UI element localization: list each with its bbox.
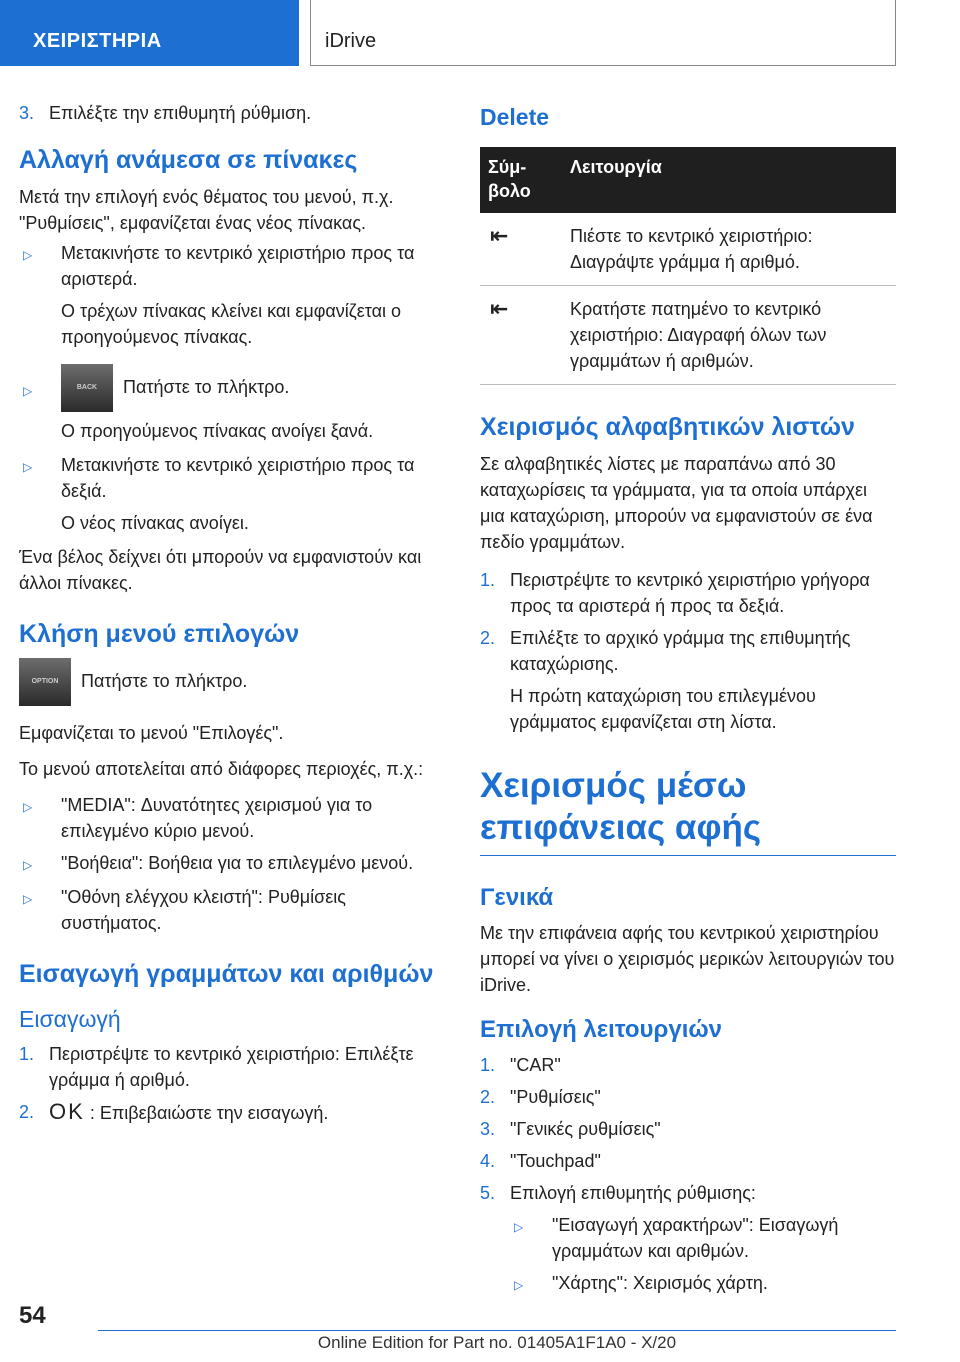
delete-table (480, 147, 896, 385)
step-text: "CAR" (510, 1055, 561, 1075)
bullet-item (19, 884, 445, 936)
step-number: 1. (480, 570, 496, 590)
topic-tab: iDrive (310, 0, 896, 66)
bullet-text: "Χάρτης": Χειρισμός χάρτη. (552, 1273, 768, 1293)
step-subtext: Η πρώτη καταχώριση του επιλεγμένου γράμματος εμφανίζεται στη λίστα. (510, 686, 816, 732)
step-item (19, 1099, 445, 1126)
ok-symbol-icon: OK (49, 1099, 85, 1124)
table-cell: Πιέστε το κεντρικό χειριστήριο: Διαγράψτε γράμμα ή αριθμό. (562, 213, 896, 286)
table-row (480, 213, 896, 286)
heading-delete: Delete (480, 104, 550, 130)
triangle-bullet-icon: ▷ (23, 858, 33, 872)
heading-change-panels: Αλλαγή ανάμεσα σε πίνακες (19, 146, 358, 174)
step-text: Επιλογή επιθυμητής ρύθμισης: (510, 1183, 756, 1203)
option-press (19, 658, 445, 706)
step-text (49, 1099, 328, 1126)
option-press-text: Πατήστε το πλήκτρο. (81, 670, 248, 691)
menu-shown: Εμφανίζεται το μενού "Επιλογές". (19, 723, 284, 743)
footer-divider (98, 1330, 896, 1331)
table-row (480, 286, 896, 385)
step-item (480, 1052, 896, 1078)
step-text: Επιλέξτε την επιθυμητή ρύθμιση. (49, 103, 312, 123)
bullet-item (19, 850, 445, 878)
step-text: Επιλέξτε το αρχικό γράμμα της επιθυμητής καταχώρισης. (510, 628, 851, 674)
bullet-text: "MEDIA": Δυνατότητες χειρισμού για το επιλεγμένο κύριο μενού. (61, 795, 373, 841)
step-item (480, 1084, 896, 1110)
step-item (480, 625, 896, 677)
back-press-text: Πατήστε το πλήκτρο. (123, 376, 290, 397)
bullet-subtext: Ο προηγούμενος πίνακας ανοίγει ξανά. (61, 421, 374, 441)
step-text: "Γενικές ρυθμίσεις" (510, 1119, 661, 1139)
left-column (19, 100, 445, 1132)
footer-edition: Online Edition for Part no. 01405A1F1A0 - X/20 (317, 1333, 677, 1352)
heading-touchpad: Χειρισμός μέσω επιφάνειας αφής (480, 765, 896, 856)
heading-intro: Εισαγωγή (19, 1006, 121, 1032)
option-key-icon: OPTION (19, 658, 71, 706)
page-number: 54 (19, 1302, 46, 1329)
triangle-bullet-icon: ▷ (514, 1278, 524, 1292)
bullet-item (19, 452, 445, 504)
heading-option-menu: Κλήση μενού επιλογών (19, 620, 300, 648)
triangle-bullet-icon: ▷ (23, 460, 33, 474)
step-number: 1. (480, 1055, 496, 1075)
step-text: "Ρυθμίσεις" (510, 1087, 601, 1107)
triangle-bullet-icon: ▷ (514, 1220, 524, 1234)
bullet-text (61, 364, 289, 412)
step-number: 2. (480, 1087, 496, 1107)
step-text: "Touchpad" (510, 1151, 601, 1171)
step-item (480, 1116, 896, 1142)
bullet-text: "Βοήθεια": Βοήθεια για το επιλεγμένο μενού. (61, 853, 414, 873)
step-item (19, 1041, 445, 1093)
table-cell: Κρατήστε πατημένο το κεντρικό χειριστήριο: Διαγραφή όλων των γραμμάτων ή αριθμών. (562, 286, 896, 385)
triangle-bullet-icon: ▷ (23, 800, 33, 814)
back-key-icon: BACK (61, 364, 113, 412)
bullet-item (19, 792, 445, 844)
step-item (480, 567, 896, 619)
bullet-item (19, 240, 445, 292)
step-text: Περιστρέψτε το κεντρικό χειριστήριο: Επιλέξτε γράμμα ή αριθμό. (49, 1044, 414, 1090)
step-item (480, 1148, 896, 1174)
bullet-item (510, 1270, 896, 1298)
heading-input: Εισαγωγή γραμμάτων και αριθμών (19, 960, 434, 988)
bullet-item (19, 364, 445, 412)
arrow-note: Ένα βέλος δείχνει ότι μπορούν να εμφανιστούν και άλλοι πίνακες. (19, 547, 422, 593)
triangle-bullet-icon: ▷ (23, 892, 33, 906)
delete-symbol-icon: ⇤ (480, 286, 562, 385)
bullet-text: Μετακινήστε το κεντρικό χειριστήριο προς τα αριστερά. (61, 243, 415, 289)
step-number: 4. (480, 1151, 496, 1171)
nested-bullets (480, 1212, 896, 1298)
heading-select-functions: Επιλογή λειτουργιών (480, 1016, 723, 1043)
bullet-subtext: Ο τρέχων πίνακας κλείνει και εμφανίζεται ο προηγούμενος πίνακας. (61, 301, 402, 347)
bullet-subtext: Ο νέος πίνακας ανοίγει. (61, 513, 249, 533)
heading-alpha-lists: Χειρισμός αλφαβητικών λιστών (480, 413, 855, 441)
bullet-text: "Οθόνη ελέγχου κλειστή": Ρυθμίσεις συστήματος. (61, 887, 346, 933)
bullet-text: Μετακινήστε το κεντρικό χειριστήριο προς τα δεξιά. (61, 455, 415, 501)
triangle-bullet-icon: ▷ (23, 248, 33, 262)
step-number: 5. (480, 1183, 496, 1203)
table-header-function: Λειτουργία (562, 147, 896, 213)
step-number: 2. (480, 628, 496, 648)
delete-symbol-icon: ⇤ (480, 213, 562, 286)
heading-general: Γενικά (480, 884, 554, 911)
step-item (480, 1180, 896, 1206)
step-number: 3. (19, 103, 35, 123)
triangle-bullet-icon: ▷ (23, 384, 33, 398)
change-intro: Μετά την επιλογή ενός θέματος του μενού, π.χ. "Ρυθμίσεις", εμφανίζεται ένας νέος πίνακας. (19, 187, 394, 233)
menu-areas: Το μενού αποτελείται από διάφορες περιοχές, π.χ.: (19, 759, 424, 779)
touch-intro: Με την επιφάνεια αφής του κεντρικού χειριστηρίου μπορεί να γίνει ο χειρισμός μερικών λειτουργιών του iDrive. (480, 923, 895, 995)
step-number: 1. (19, 1044, 35, 1064)
alpha-intro: Σε αλφαβητικές λίστες με παραπάνω από 30 καταχωρίσεις τα γράμματα, για τα οποία υπάρχει μια καταχώριση, μπορούν να εμφανιστούν σε ένα πεδίο γραμμάτων. (480, 454, 873, 552)
step-text: Περιστρέψτε το κεντρικό χειριστήριο γρήγορα προς τα αριστερά ή προς τα δεξιά. (510, 570, 870, 616)
ok-text: : Επιβεβαιώστε την εισαγωγή. (89, 1103, 329, 1123)
step-number: 2. (19, 1102, 35, 1122)
right-column (480, 100, 896, 1304)
bullet-text: "Εισαγωγή χαρακτήρων": Εισαγωγή γραμμάτων και αριθμών. (552, 1215, 839, 1261)
table-header-symbol: Σύμ-βολο (480, 147, 562, 213)
section-tab: ΧΕΙΡΙΣΤΗΡΙΑ (0, 0, 299, 66)
bullet-item (510, 1212, 896, 1264)
step-item (19, 100, 445, 126)
step-number: 3. (480, 1119, 496, 1139)
